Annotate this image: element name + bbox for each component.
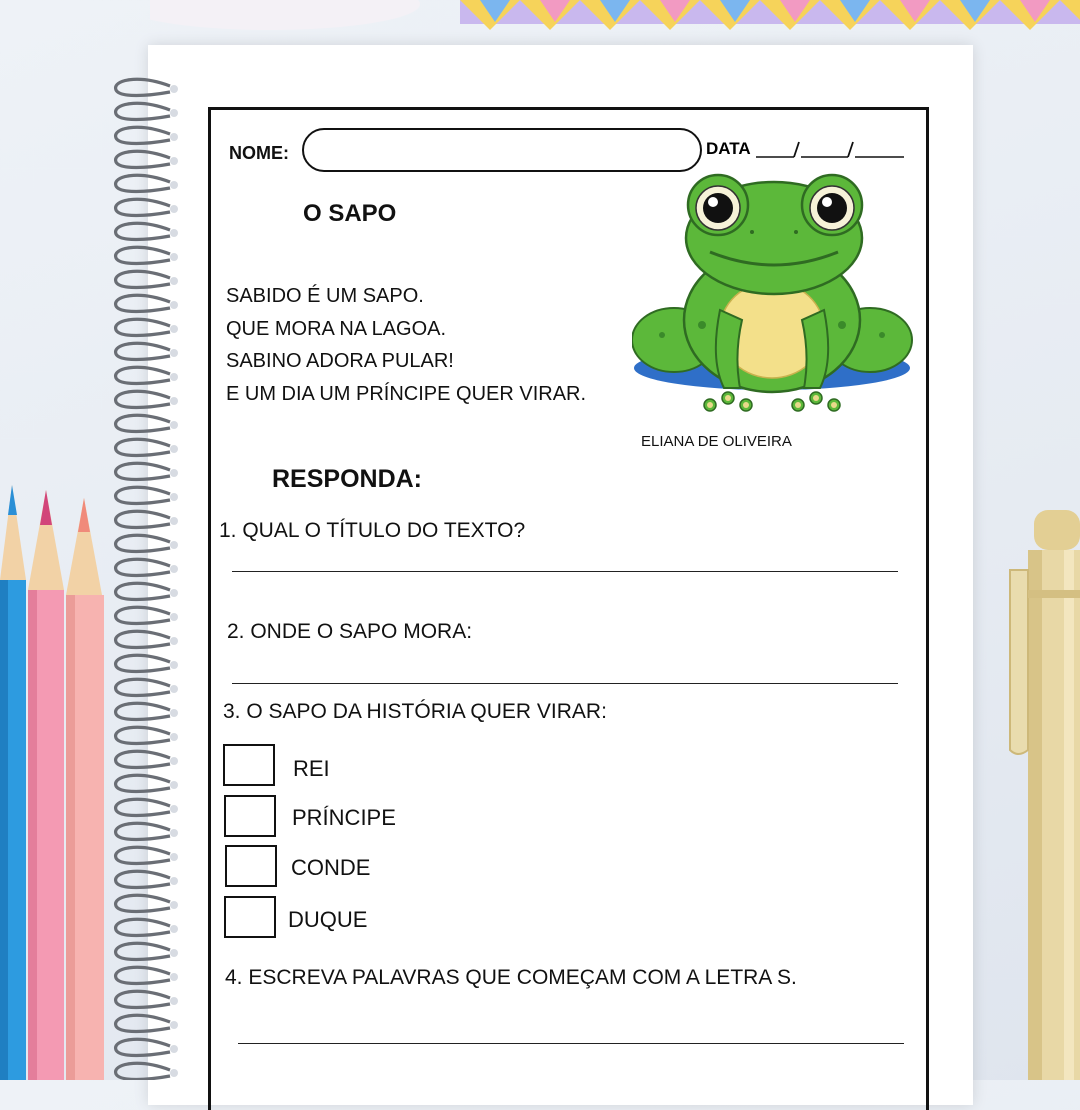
spiral-coil — [116, 103, 170, 119]
spiral-coil — [116, 463, 170, 479]
spiral-hole — [170, 997, 178, 1005]
pen-icon — [1000, 510, 1080, 1080]
spiral-hole — [170, 1045, 178, 1053]
spiral-hole — [170, 397, 178, 405]
spiral-coil — [116, 535, 170, 551]
spiral-coil — [116, 991, 170, 1007]
spiral-coil — [116, 967, 170, 983]
spiral-hole — [170, 277, 178, 285]
spiral-hole — [170, 133, 178, 141]
spiral-coil — [116, 799, 170, 815]
spiral-coil — [116, 511, 170, 527]
spiral-hole — [170, 181, 178, 189]
spiral-coil — [116, 79, 170, 95]
answer-line-2[interactable] — [232, 683, 898, 684]
spiral-hole — [170, 805, 178, 813]
spiral-hole — [170, 589, 178, 597]
spiral-hole — [170, 853, 178, 861]
spiral-hole — [170, 445, 178, 453]
spiral-hole — [170, 469, 178, 477]
checkbox-conde[interactable] — [225, 845, 277, 887]
option-principe: PRÍNCIPE — [292, 805, 396, 830]
spiral-coil — [116, 367, 170, 383]
spiral-coil — [116, 679, 170, 695]
spiral-coil — [116, 847, 170, 863]
spiral-hole — [170, 565, 178, 573]
spiral-hole — [170, 541, 178, 549]
spiral-coil — [116, 919, 170, 935]
spiral-coil — [116, 223, 170, 239]
date-label: DATA — [706, 139, 751, 158]
spiral-hole — [170, 733, 178, 741]
spiral-hole — [170, 877, 178, 885]
spiral-coil — [116, 775, 170, 791]
checkbox-duque[interactable] — [224, 896, 276, 938]
spiral-coil — [116, 703, 170, 719]
spiral-hole — [170, 901, 178, 909]
option-rei: REI — [293, 756, 330, 781]
spiral-coil — [116, 559, 170, 575]
answer-line-1[interactable] — [232, 571, 898, 572]
colored-pencils-top — [150, 0, 1080, 38]
spiral-coil — [116, 391, 170, 407]
spiral-coil — [116, 607, 170, 623]
spiral-hole — [170, 781, 178, 789]
option-conde: CONDE — [291, 855, 371, 880]
spiral-coil — [116, 751, 170, 767]
question-4: 4. ESCREVA PALAVRAS QUE COMEÇAM COM A LETRA S. — [225, 966, 797, 989]
spiral-coil — [116, 727, 170, 743]
spiral-coil — [116, 1039, 170, 1055]
answer-line-4[interactable] — [238, 1043, 904, 1044]
spiral-hole — [170, 1069, 178, 1077]
spiral-coil — [116, 127, 170, 143]
frog-icon — [632, 160, 917, 422]
spiral-hole — [170, 973, 178, 981]
spiral-hole — [170, 349, 178, 357]
poem — [226, 280, 586, 410]
spiral-coil — [116, 295, 170, 311]
spiral-hole — [170, 925, 178, 933]
spiral-hole — [170, 1021, 178, 1029]
poem-line: SABINO ADORA PULAR! — [226, 350, 454, 372]
spiral-coil — [116, 439, 170, 455]
spiral-coil — [116, 151, 170, 167]
spiral-hole — [170, 517, 178, 525]
spiral-hole — [170, 661, 178, 669]
spiral-hole — [170, 85, 178, 93]
spiral-coil — [116, 415, 170, 431]
spiral-coil — [116, 319, 170, 335]
spiral-coil — [116, 631, 170, 647]
colored-pencils-left — [0, 470, 110, 1080]
spiral-hole — [170, 373, 178, 381]
spiral-hole — [170, 949, 178, 957]
spiral-coil — [116, 583, 170, 599]
date-field[interactable] — [756, 138, 906, 160]
poem-line: QUE MORA NA LAGOA. — [226, 317, 447, 340]
spiral-coil — [116, 871, 170, 887]
poem-line: E UM DIA UM PRÍNCIPE QUER VIRAR. — [226, 382, 587, 405]
author-credit: ELIANA DE OLIVEIRA — [641, 433, 792, 450]
spiral-coil — [116, 247, 170, 263]
spiral-hole — [170, 709, 178, 717]
spiral-hole — [170, 637, 178, 645]
spiral-binding — [108, 70, 188, 1080]
option-duque: DUQUE — [288, 907, 368, 932]
spiral-hole — [170, 301, 178, 309]
poem-line: SABIDO É UM SAPO. — [226, 285, 424, 307]
question-1: 1. QUAL O TÍTULO DO TEXTO? — [219, 519, 526, 542]
spiral-coil — [116, 1015, 170, 1031]
spiral-coil — [116, 487, 170, 503]
spiral-coil — [116, 343, 170, 359]
question-2: 2. ONDE O SAPO MORA: — [227, 620, 473, 643]
checkbox-rei[interactable] — [223, 744, 275, 786]
spiral-hole — [170, 205, 178, 213]
spiral-hole — [170, 421, 178, 429]
spiral-coil — [116, 1063, 170, 1079]
spiral-hole — [170, 493, 178, 501]
checkbox-principe[interactable] — [224, 795, 276, 837]
spiral-coil — [116, 271, 170, 287]
spiral-coil — [116, 895, 170, 911]
spiral-hole — [170, 613, 178, 621]
spiral-coil — [116, 655, 170, 671]
spiral-hole — [170, 757, 178, 765]
spiral-hole — [170, 829, 178, 837]
spiral-coil — [116, 823, 170, 839]
spiral-hole — [170, 253, 178, 261]
spiral-hole — [170, 325, 178, 333]
spiral-hole — [170, 229, 178, 237]
spiral-coil — [116, 175, 170, 191]
spiral-hole — [170, 157, 178, 165]
spiral-hole — [170, 109, 178, 117]
question-3: 3. O SAPO DA HISTÓRIA QUER VIRAR: — [223, 700, 607, 723]
spiral-coil — [116, 199, 170, 215]
text-title: O SAPO — [303, 200, 397, 227]
name-label: NOME: — [229, 143, 289, 163]
spiral-coil — [116, 943, 170, 959]
section-heading: RESPONDA: — [272, 465, 423, 493]
spiral-hole — [170, 685, 178, 693]
